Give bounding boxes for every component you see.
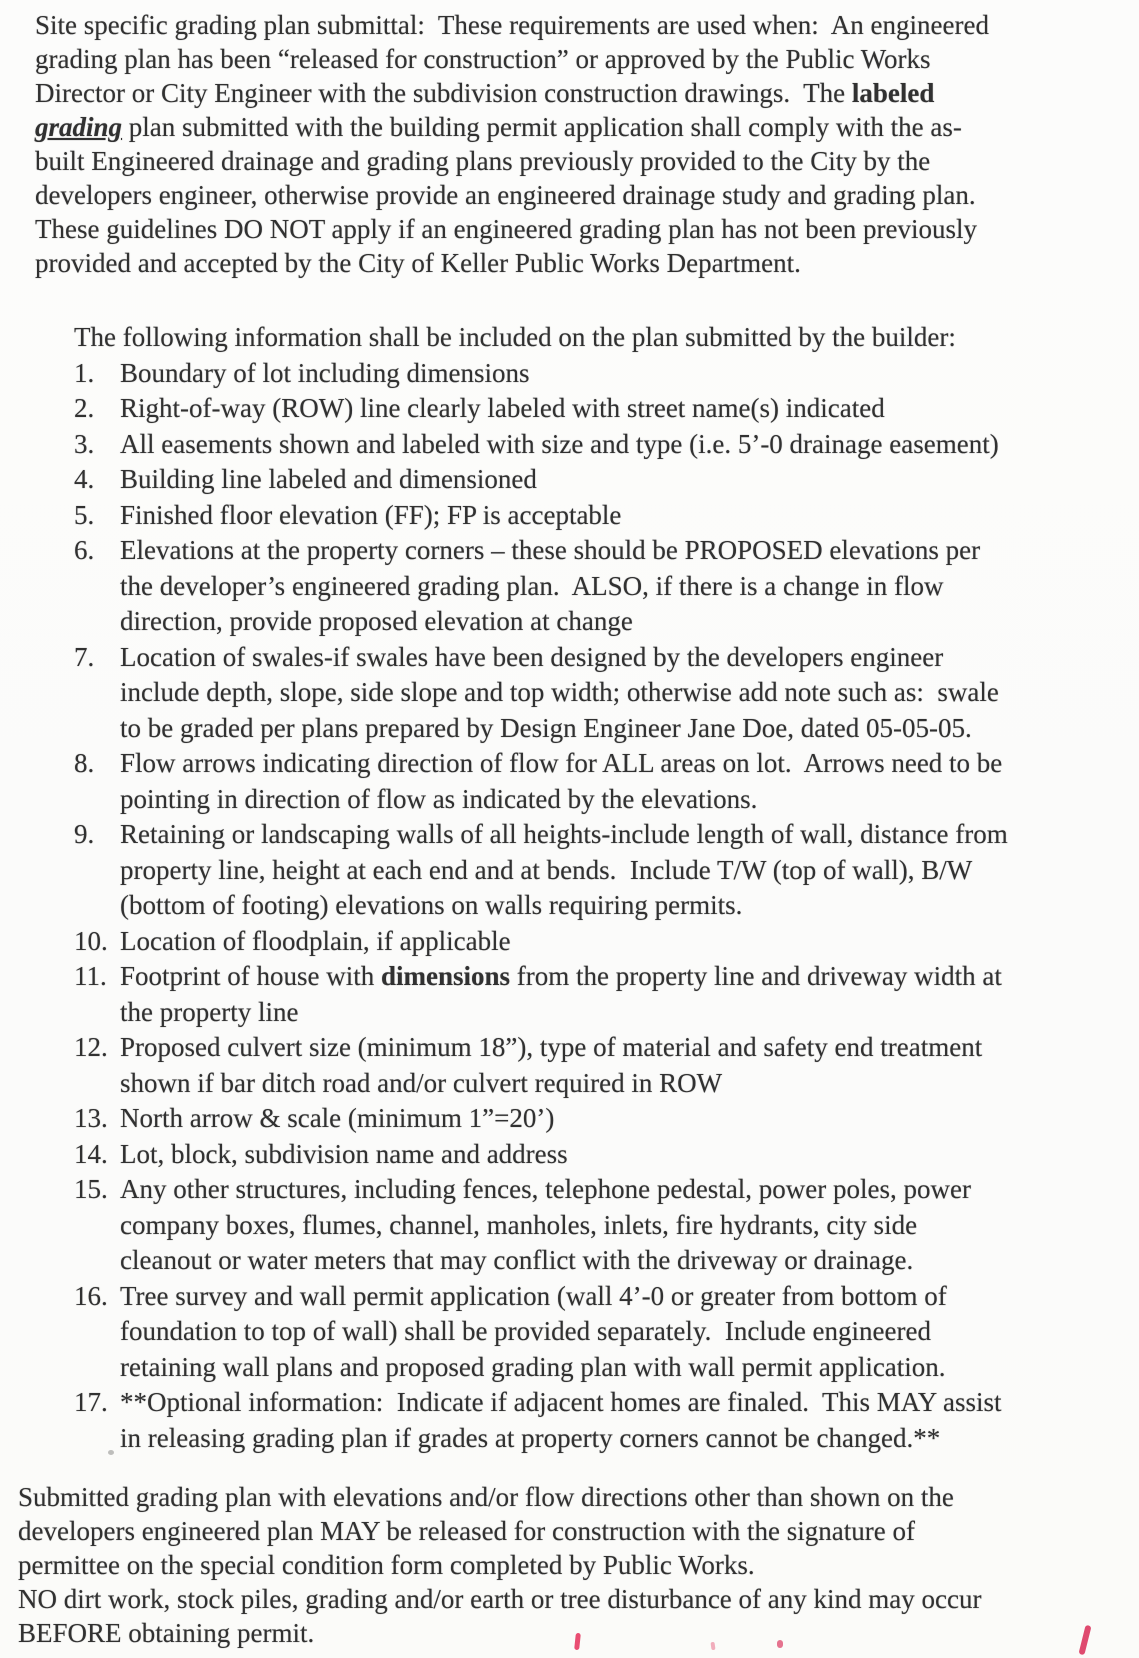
list-item-number: 1. bbox=[74, 357, 95, 388]
text-run: Elevations at the property corners – these should be PROPOSED elevations per bbox=[120, 535, 981, 565]
list-item-number: 13. bbox=[74, 1103, 108, 1133]
text-line bbox=[18, 1582, 1139, 1616]
list-item-number: 17. bbox=[74, 1387, 108, 1417]
list-item-text bbox=[120, 959, 1139, 1030]
list-item-number: 4. bbox=[74, 464, 95, 494]
list-item-number: 5. bbox=[74, 499, 95, 530]
list-item-number: 11. bbox=[74, 961, 107, 991]
list-item-text bbox=[120, 1101, 1139, 1137]
text-line bbox=[120, 1101, 1139, 1137]
paragraph bbox=[18, 1480, 1139, 1582]
text-run: developers engineered plan MAY be released for construction with the signature of bbox=[18, 1516, 915, 1546]
text-line bbox=[120, 959, 1139, 995]
text-line bbox=[120, 924, 1139, 960]
list-item-number: 12. bbox=[74, 1032, 108, 1062]
text-line bbox=[120, 1350, 1139, 1386]
text-line bbox=[120, 640, 1139, 676]
list-item-number: 7. bbox=[74, 641, 95, 672]
opening-paragraph bbox=[35, 0, 1129, 280]
text-line bbox=[35, 178, 1129, 212]
text-run: plan submitted with the building permit application shall comply with the as- bbox=[122, 112, 962, 142]
text-run: the developer’s engineered grading plan. ALSO, if there is a change in flow bbox=[120, 570, 944, 601]
list-item-text bbox=[120, 746, 1139, 817]
text-line bbox=[120, 995, 1139, 1031]
list-item-text bbox=[120, 924, 1139, 960]
text-line bbox=[120, 1066, 1139, 1102]
list-item bbox=[74, 817, 1139, 924]
red-ink-mark bbox=[777, 1640, 783, 1648]
list-item bbox=[74, 1137, 1139, 1173]
text-run: developers engineer, otherwise provide an engineered drainage study and grading plan. bbox=[35, 180, 976, 210]
text-line bbox=[35, 42, 1129, 76]
text-run: provided and accepted by the City of Keller Public Works Department. bbox=[35, 248, 801, 278]
list-item-number: 10. bbox=[74, 925, 108, 956]
text-run: Flow arrows indicating direction of flow for ALL areas on lot. Arrows need to be bbox=[120, 748, 1003, 778]
text-line bbox=[120, 675, 1139, 711]
list-item-number: 6. bbox=[74, 535, 95, 565]
list-item bbox=[74, 1101, 1139, 1137]
list-item bbox=[74, 1030, 1139, 1101]
text-run: Footprint of house with bbox=[120, 961, 381, 991]
text-line bbox=[18, 1480, 1139, 1514]
text-run: in releasing grading plan if grades at property corners cannot be changed.** bbox=[120, 1422, 941, 1453]
text-line bbox=[120, 1030, 1139, 1066]
list-item-text bbox=[120, 498, 1139, 534]
emphasized-text: grading bbox=[35, 112, 123, 142]
text-line bbox=[18, 1548, 1139, 1582]
list-item-text bbox=[120, 427, 1139, 463]
text-line bbox=[120, 1208, 1139, 1244]
text-line bbox=[120, 817, 1139, 853]
list-item-text bbox=[120, 1137, 1139, 1173]
list-item-number: 3. bbox=[74, 428, 95, 459]
stray-pencil-dot bbox=[108, 1450, 114, 1455]
text-run: NO dirt work, stock piles, grading and/or earth or tree disturbance of any kind may occur bbox=[18, 1584, 982, 1614]
text-line bbox=[120, 1137, 1139, 1173]
text-run: **Optional information: Indicate if adjacent homes are finaled. This MAY assist bbox=[120, 1387, 1002, 1417]
text-line bbox=[120, 1279, 1139, 1315]
list-item-text bbox=[120, 391, 1139, 427]
text-run: Director or City Engineer with the subdivision construction drawings. The bbox=[35, 78, 852, 108]
text-line bbox=[120, 1385, 1139, 1421]
text-run: cleanout or water meters that may conflict with the driveway or drainage. bbox=[120, 1245, 914, 1275]
text-line bbox=[120, 888, 1139, 924]
list-item bbox=[74, 356, 1139, 392]
text-run: property line, height at each end and at bends. Include T/W (top of wall), B/W bbox=[120, 854, 973, 885]
text-run: Retaining or landscaping walls of all heights-include length of wall, distance from bbox=[120, 819, 1008, 849]
text-run: Boundary of lot including dimensions bbox=[120, 357, 530, 388]
text-line bbox=[35, 246, 1129, 280]
text-line bbox=[120, 604, 1139, 640]
text-run: grading plan has been “released for construction” or approved by the Public Works bbox=[35, 44, 931, 74]
text-run: direction, provide proposed elevation at change bbox=[120, 606, 633, 636]
text-run: Right-of-way (ROW) line clearly labeled with street name(s) indicated bbox=[120, 393, 885, 423]
list-item-number: 8. bbox=[74, 748, 95, 778]
closing-paragraphs bbox=[18, 1480, 1139, 1650]
text-line bbox=[35, 76, 1129, 110]
text-line bbox=[35, 8, 1129, 42]
text-run: to be graded per plans prepared by Design Engineer Jane Doe, dated 05-05-05. bbox=[120, 712, 972, 743]
text-line bbox=[120, 533, 1139, 569]
list-item-text bbox=[120, 1279, 1139, 1386]
text-run: shown if bar ditch road and/or culvert required in ROW bbox=[120, 1067, 723, 1098]
text-run: from the property line and driveway width at bbox=[510, 961, 1002, 991]
text-line bbox=[120, 498, 1139, 534]
text-run: Site specific grading plan submittal: These requirements are used when: An engineered bbox=[35, 10, 989, 40]
text-line bbox=[120, 569, 1139, 605]
text-line bbox=[120, 746, 1139, 782]
list-item-number: 15. bbox=[74, 1174, 108, 1204]
text-line bbox=[120, 391, 1139, 427]
text-run: BEFORE obtaining permit. bbox=[18, 1618, 315, 1648]
text-run: company boxes, flumes, channel, manholes, inlets, fire hydrants, city side bbox=[120, 1209, 918, 1240]
text-line bbox=[120, 462, 1139, 498]
text-run: These guidelines DO NOT apply if an engineered grading plan has not been previously bbox=[35, 214, 977, 244]
list-item bbox=[74, 1385, 1139, 1456]
text-run: permittee on the special condition form completed by Public Works. bbox=[18, 1550, 755, 1580]
text-run: Finished floor elevation (FF); FP is acceptable bbox=[120, 499, 622, 530]
text-run: North arrow & scale (minimum 1”=20’) bbox=[120, 1103, 555, 1133]
text-run: Lot, block, subdivision name and address bbox=[120, 1138, 568, 1169]
list-item-text bbox=[120, 1030, 1139, 1101]
text-run: retaining wall plans and proposed grading plan with wall permit application. bbox=[120, 1351, 946, 1382]
text-run: Tree survey and wall permit application (wall 4’-0 or greater from bottom of bbox=[120, 1280, 947, 1311]
emphasized-text: labeled bbox=[851, 78, 935, 108]
list-intro: The following information shall be included on the plan submitted by the builder: bbox=[74, 322, 956, 352]
list-item bbox=[74, 924, 1139, 960]
text-line bbox=[18, 1514, 1139, 1548]
text-run: Location of swales-if swales have been designed by the developers engineer bbox=[120, 641, 944, 672]
text-line bbox=[35, 110, 1129, 144]
text-run: the property line bbox=[120, 996, 299, 1027]
list-item-text bbox=[120, 356, 1139, 392]
list-item-text bbox=[120, 1385, 1139, 1456]
list-item-text bbox=[120, 462, 1139, 498]
text-line bbox=[120, 1243, 1139, 1279]
text-line bbox=[120, 1172, 1139, 1208]
list-item bbox=[74, 746, 1139, 817]
text-line bbox=[120, 853, 1139, 889]
list-item-text bbox=[120, 817, 1139, 924]
list-item bbox=[74, 391, 1139, 427]
text-line bbox=[120, 782, 1139, 818]
text-run: Proposed culvert size (minimum 18”), type of material and safety end treatment bbox=[120, 1032, 983, 1062]
text-line bbox=[120, 1421, 1139, 1457]
text-line bbox=[120, 711, 1139, 747]
text-run: built Engineered drainage and grading plans previously provided to the City by the bbox=[35, 146, 931, 176]
text-line bbox=[120, 356, 1139, 392]
list-item-number: 16. bbox=[74, 1280, 108, 1311]
list-item bbox=[74, 462, 1139, 498]
list-item bbox=[74, 498, 1139, 534]
requirements-list bbox=[74, 320, 1139, 1456]
list-item-number: 9. bbox=[74, 819, 95, 849]
text-run: All easements shown and labeled with size and type (i.e. 5’-0 drainage easement) bbox=[120, 428, 999, 459]
list-item bbox=[74, 1172, 1139, 1279]
list-item-text bbox=[120, 640, 1139, 747]
list-item bbox=[74, 1279, 1139, 1386]
list-item bbox=[74, 640, 1139, 747]
text-run: include depth, slope, side slope and top width; otherwise add note such as: swale bbox=[120, 677, 999, 707]
list-item bbox=[74, 427, 1139, 463]
text-run: pointing in direction of flow as indicated by the elevations. bbox=[120, 783, 758, 814]
text-line bbox=[35, 212, 1129, 246]
text-run: Submitted grading plan with elevations and/or flow directions other than shown on the bbox=[18, 1482, 954, 1512]
text-line bbox=[120, 427, 1139, 463]
list-items bbox=[74, 356, 1139, 1457]
text-run: Any other structures, including fences, telephone pedestal, power poles, power bbox=[120, 1174, 971, 1204]
text-line bbox=[35, 144, 1129, 178]
list-item-text bbox=[120, 1172, 1139, 1279]
text-run: Building line labeled and dimensioned bbox=[120, 464, 537, 494]
list-item-text bbox=[120, 533, 1139, 640]
list-item-number: 14. bbox=[74, 1138, 108, 1169]
emphasized-text: dimensions bbox=[381, 961, 511, 991]
list-item bbox=[74, 533, 1139, 640]
list-item-number: 2. bbox=[74, 393, 95, 423]
list-item bbox=[74, 959, 1139, 1030]
text-run: foundation to top of wall) shall be provided separately. Include engineered bbox=[120, 1316, 931, 1346]
text-line bbox=[120, 1314, 1139, 1350]
text-run: (bottom of footing) elevations on walls requiring permits. bbox=[120, 890, 743, 920]
text-run: Location of floodplain, if applicable bbox=[120, 925, 511, 956]
